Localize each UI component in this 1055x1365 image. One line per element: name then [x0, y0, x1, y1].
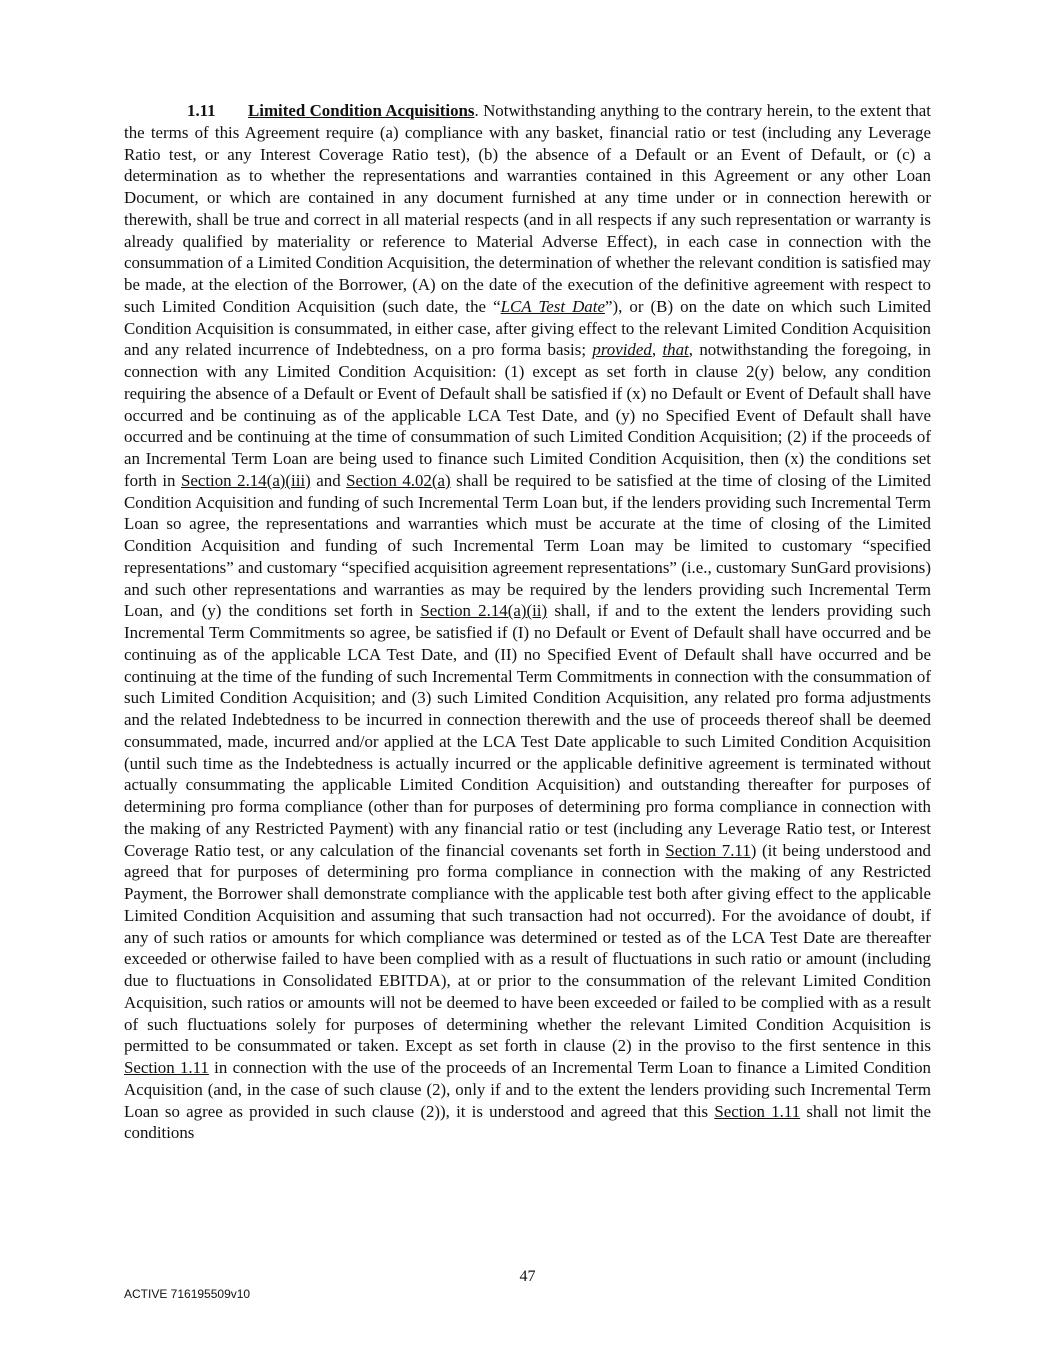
- text-segment: , notwithstanding the foregoing, in connection with any Limited Condition Acquisition: (1) except as set forth in clause 2(y) below, any condition requiring the absence of a Default or Event of Default shall be satisfied if (x) no Default or Event of Default shall have occurred and be continuing as of the applicable LCA Test Date, and (y) no Specified Event of Default shall have occurred and be continuing at the time of consummation of such Limited Condition Acquisition; (2) if the proceeds of an Incremental Term Loan are being used to finance such Limited Condition Acquisition, then (x) the conditions set forth in: [124, 340, 931, 490]
- text-segment: ”), or (B) on the date on which such Limited Condition Acquisition is consummated, in either case, after giving effect to the relevant Limited Condition Acquisition and any related incurrence of Indebtedness, on a pro forma basis;: [124, 296, 932, 360]
- title-period: .: [474, 101, 479, 120]
- section-reference: Section 2.14(a)(ii): [420, 601, 548, 621]
- section-reference: Section 4.02(a): [346, 470, 451, 490]
- section-reference: Section 2.14(a)(iii): [180, 470, 311, 490]
- text-segment: and: [310, 470, 347, 490]
- text-segment: Notwithstanding anything to the contrary herein, to the extent that the terms of this Agreement require (a) compliance with any basket, financial ratio or test (including any Leverage Ratio test, or any Interest Coverage Ratio test), (b) the absence of a Default or an Event of Default, or (c) a determination as to whether the representations and warranties contained in this Agreement or any other Loan Document, or which are contained in any document furnished at any time under or in connection herewith or therewith, shall be true and correct in all material respects (and in all respects if any such representation or warranty is already qualified by materiality or reference to Material Adverse Effect), in each case in connection with the consummation of a Limited Condition Acquisition, the determination of whether the relevant condition is satisfied may be made, at the election of the Borrower, (A) on the date of the execution of the definitive agreement with respect to such Limited Condition Acquisition (such date, the “: [124, 101, 931, 316]
- section-1-11-paragraph: [124, 100, 931, 1144]
- text-segment: ) (it being understood and agreed that for purposes of determining pro forma compliance in connection with the making of any Restricted Payment, the Borrower shall demonstrate compliance with the applicable test both after giving effect to the applicable Limited Condition Acquisition and assuming that such transaction had not occurred). For the avoidance of doubt, if any of such ratios or amounts for which compliance was determined or tested as of the LCA Test Date are thereafter exceeded or otherwise failed to have been complied with as a result of fluctuations in such ratio or amount (including due to fluctuations in Consolidated EBITDA), at or prior to the consummation of the relevant Limited Condition Acquisition, such ratios or amounts will not be deemed to have been exceeded or failed to be complied with as a result of such fluctuations solely for purposes of determining whether the relevant Limited Condition Acquisition is permitted to be consummated or taken. Except as set forth in clause (2) in the proviso to the first sentence in this: [124, 840, 932, 1056]
- text-segment: in connection with the use of the proceeds of an Incremental Term Loan to finance a Limited Condition Acquisition (and, in the case of such clause (2), only if and to the extent the lenders providing such Incremental Term Loan so agree as provided in such clause (2)), it is understood and agreed that this: [124, 1058, 931, 1121]
- defined-term-lca-test-date: LCA Test Date: [500, 296, 605, 316]
- term-provided: provided: [592, 340, 652, 360]
- section-reference: Section 7.11: [665, 840, 751, 860]
- text-segment: shall be required to be satisfied at the time of closing of the Limited Condition Acquisition and funding of such Incremental Term Loan but, if the lenders providing such Incremental Term Loan so agree, the representations and warranties which must be accurate at the time of closing of the Limited Condition Acquisition and funding of such Incremental Term Loan may be limited to customary “specified representations” and customary “specified acquisition agreement representations” (i.e., customary SunGard provisions) and such other representations and warranties as may be required by the lenders providing such Incremental Term Loan, and (y) the conditions set forth in: [124, 470, 931, 621]
- section-reference: Section 1.11: [714, 1101, 801, 1121]
- text-segment: shall, if and to the extent the lenders providing such Incremental Term Commitments so agree, be satisfied if (I) no Default or Event of Default shall have occurred and be continuing as of the applicable LCA Test Date, and (II) no Specified Event of Default shall have occurred and be continuing at the time of the funding of such Incremental Term Commitments in connection with the consummation of such Limited Condition Acquisition; and (3) such Limited Condition Acquisition, any related pro forma adjustments and the related Indebtedness to be incurred in connection therewith and the use of proceeds thereof shall be deemed consummated, made, incurred and/or applied at the LCA Test Date applicable to such Limited Condition Acquisition (until such time as the Indebtedness is actually incurred or the applicable definitive agreement is terminated without actually consummating the applicable Limited Condition Acquisition) and outstanding thereafter for purposes of determining pro forma compliance (other than for purposes of determining pro forma compliance in connection with the making of any Restricted Payment) with any financial ratio or test (including any Leverage Ratio test, or Interest Coverage Ratio test, or any calculation of the financial covenants set forth in: [124, 601, 931, 860]
- text-segment: ,: [651, 340, 663, 360]
- page-number: 47: [519, 1268, 536, 1285]
- section-title: Limited Condition Acquisitions: [248, 101, 475, 120]
- term-that: that: [662, 340, 689, 360]
- section-reference: Section 1.11: [124, 1058, 209, 1077]
- text-segment: shall not limit the conditions: [124, 1101, 932, 1143]
- document-id: ACTIVE 716195509v10: [124, 1287, 251, 1301]
- section-number: 1.11: [187, 101, 216, 120]
